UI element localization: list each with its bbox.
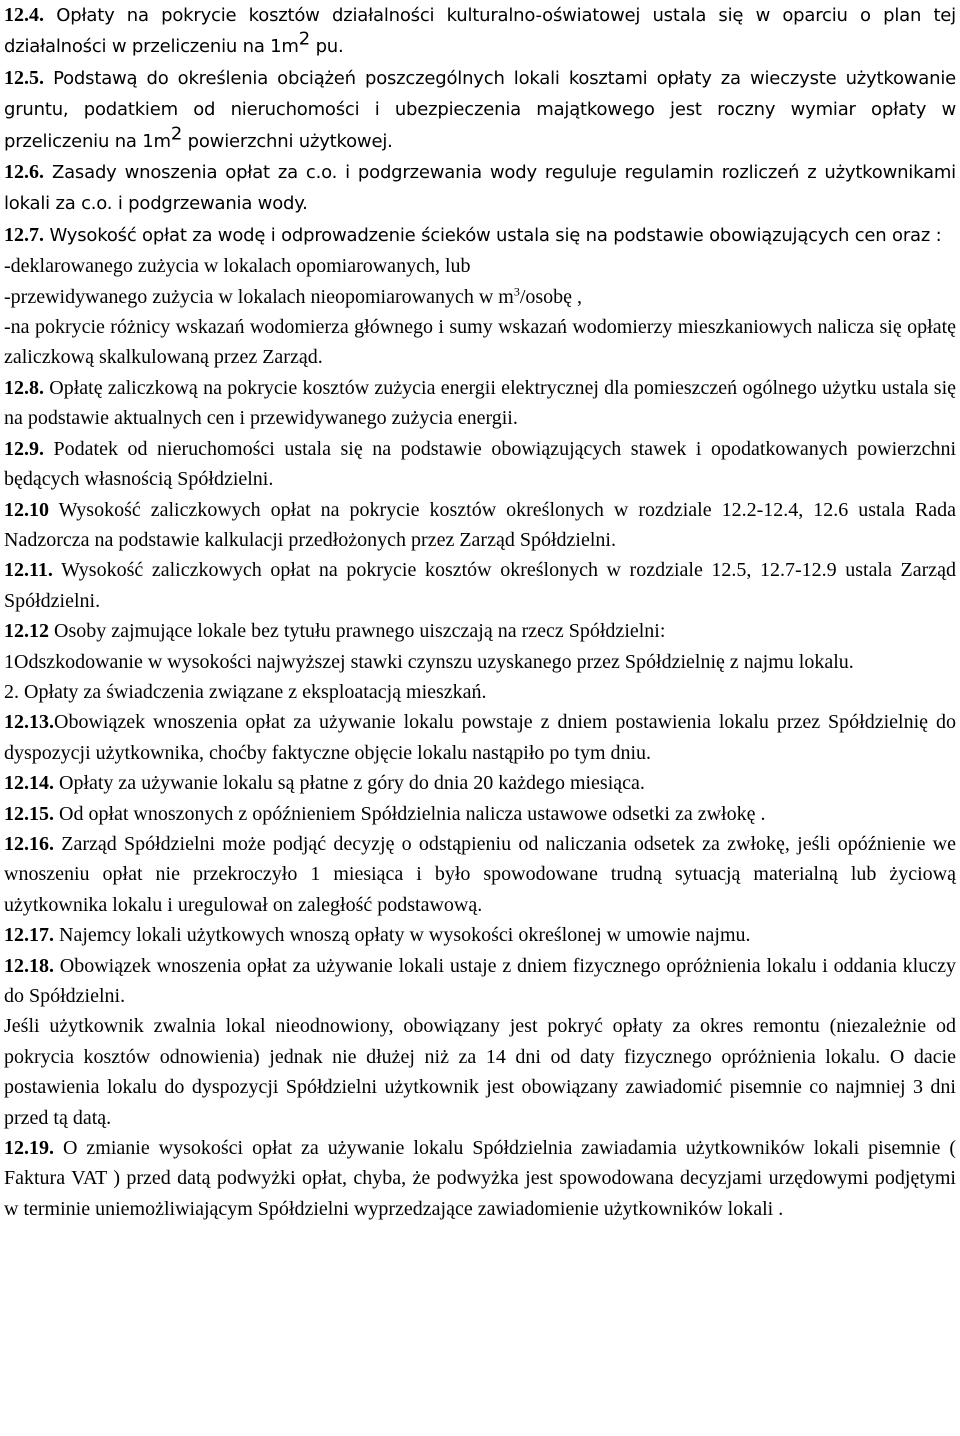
section-number: 12.7. [4,223,44,246]
paragraph-12-9 [4,434,956,495]
paragraph-text: Od opłat wnoszonych z opóźnieniem Spółdzielnia nalicza ustawowe odsetki za zwłokę . [54,802,766,825]
paragraph-12-19 [4,1133,956,1224]
paragraph-text: Opłatę zaliczkową na pokrycie kosztów zużycia energii elektrycznej dla pomieszczeń ogólnego użytku ustala się na podstawie aktualnych cen i przewidywanego zużycia energii. [4,376,956,430]
bullet-dash: - [4,255,11,278]
paragraph-text: pu. [310,36,344,58]
paragraph-text: Opłaty na pokrycie kosztów działalności kulturalno-oświatowej ustala się w oparciu o plan tej działalności w przeliczeniu na 1m [4,5,956,58]
paragraph-12-16 [4,829,956,920]
section-number: 12.19. [4,1137,54,1160]
paragraph-12-18 [4,951,956,1012]
paragraph-text: powierzchni użytkowej. [182,130,393,152]
paragraph-text: Zasady wnoszenia opłat za c.o. i podgrzewania wody reguluje regulamin rozliczeń z użytkownikami lokali za c.o. i podgrzewania wody. [4,162,956,215]
paragraph-text: Podstawą do określenia obciążeń poszczególnych lokali kosztami opłaty za wieczyste użytkowanie gruntu, podatkiem od nieruchomości i ubezpieczenia majątkowego jest roczny wymiar opłaty w przeliczeniu na 1m [4,67,956,152]
paragraph-text: Osoby zajmujące lokale bez tytułu prawnego uiszczają na rzecz Spółdzielni: [49,620,666,643]
superscript: 3 [513,284,520,298]
paragraph-12-6 [4,157,956,220]
section-number: 12.15. [4,802,54,825]
paragraph-text: Jeśli użytkownik zwalnia lokal nieodnowiony, obowiązany jest pokryć opłaty za okres remontu (niezależnie od pokrycia kosztów odnowienia) jednak nie dłużej niż za 14 dni od daty fizycznego opróżnienia lokalu. O dacie postawienia lokalu do dyspozycji Spółdzielni użytkownik jest obowiązany zawiadomić pisemnie co najmniej 3 dni przed tą datą. [4,1015,956,1129]
section-number: 12.5. [4,66,44,89]
bullet-text: /osobę , [519,285,583,308]
section-number: 12.13. [4,711,54,734]
list-item [4,677,956,707]
paragraph-text: Obowiązek wnoszenia opłat za używanie lokalu powstaje z dniem postawienia lokalu przez Spółdzielnię do dyspozycji użytkownika, choćby faktyczne objęcie lokalu nastąpiło po tym dniu. [4,711,956,764]
paragraph-12-17 [4,920,956,950]
section-number: 12.4. [4,4,44,26]
paragraph-text: Najemcy lokali użytkowych wnoszą opłaty w wysokości określonej w umowie najmu. [54,924,751,947]
section-number: 12.8. [4,376,44,399]
section-number: 12.11. [4,559,53,582]
paragraph-text: Zarząd Spółdzielni może podjąć decyzję o odstąpieniu od naliczania odsetek za zwłokę, jeśli opóźnienie we wnoszeniu opłat nie przekroczyło 1 miesiąca i było spowodowane trudną sytuacją materialną lub życiową użytkownika lokalu i uregulował on zaległość podstawową. [4,832,956,916]
paragraph-12-11 [4,555,956,616]
superscript: 2 [170,122,183,144]
paragraph-12-15 [4,799,956,829]
section-number: 12.17. [4,924,54,947]
superscript: 2 [298,28,311,50]
paragraph-12-13 [4,707,956,768]
paragraph-12-12 [4,616,956,646]
paragraph-12-7 [4,220,956,251]
bullet-item [4,282,956,312]
bullet-text: przewidywanego zużycia w lokalach nieopomiarowanych w m [10,285,514,308]
list-item [4,647,956,677]
paragraph-text: Wysokość zaliczkowych opłat na pokrycie kosztów określonych w rozdziale 12.5, 12.7-12.9 ustala Zarząd Spółdzielni. [4,559,956,612]
section-number: 12.14. [4,772,54,795]
paragraph-12-5 [4,63,956,157]
paragraph-text: Podatek od nieruchomości ustala się na podstawie obowiązujących stawek i opodatkowanych powierzchni będących własnością Spółdzielni. [4,437,956,491]
paragraph-12-18-continued [4,1011,956,1133]
section-number: 12.18. [4,954,54,977]
paragraph-12-14 [4,768,956,798]
paragraph-text: Wysokość opłat za wodę i odprowadzenie ścieków ustala się na podstawie obowiązujących cen oraz : [44,224,942,246]
section-number: 12.10 [4,498,49,521]
paragraph-text: Obowiązek wnoszenia opłat za używanie lokali ustaje z dniem fizycznego opróżnienia lokalu i oddania kluczy do Spółdzielni. [4,954,956,1007]
paragraph-12-8 [4,373,956,434]
section-number: 12.16. [4,832,54,855]
bullet-dash: - [4,285,11,308]
list-item-text: 1Odszkodowanie w wysokości najwyższej stawki czynszu uzyskanego przez Spółdzielnię z najmu lokalu. [4,650,854,673]
paragraph-text: Opłaty za używanie lokalu są płatne z góry do dnia 20 każdego miesiąca. [54,772,645,795]
bullet-text: deklarowanego zużycia w lokalach opomiarowanych, lub [10,255,471,278]
paragraph-text: O zmianie wysokości opłat za używanie lokalu Spółdzielnia zawiadamia użytkowników lokali pisemnie ( Faktura VAT ) przed datą podwyżki opłat, chyba, że podwyżka jest spowodowana decyzjami urzędowymi podjętymi w terminie uniemożliwiającym Spółdzielni wyprzedzające zawiadomienie użytkowników lokali . [4,1137,956,1220]
bullet-item [4,251,956,281]
list-item-text: 2. Opłaty za świadczenia związane z eksploatacją mieszkań. [4,680,487,703]
section-number: 12.6. [4,161,44,184]
paragraph-12-4 [4,0,956,63]
bullet-text: na pokrycie różnicy wskazań wodomierza głównego i sumy wskazań wodomierzy mieszkaniowych nalicza się opłatę zaliczkową skalkulowaną przez Zarząd. [4,316,956,369]
section-number: 12.9. [4,437,44,460]
paragraph-text: Wysokość zaliczkowych opłat na pokrycie kosztów określonych w rozdziale 12.2-12.4, 12.6 ustala Rada Nadzorcza na podstawie kalkulacji przedłożonych przez Zarząd Spółdzielni. [4,498,956,551]
section-number: 12.12 [4,620,49,643]
bullet-item [4,312,956,373]
paragraph-12-10 [4,495,956,556]
bullet-dash: - [4,316,11,339]
